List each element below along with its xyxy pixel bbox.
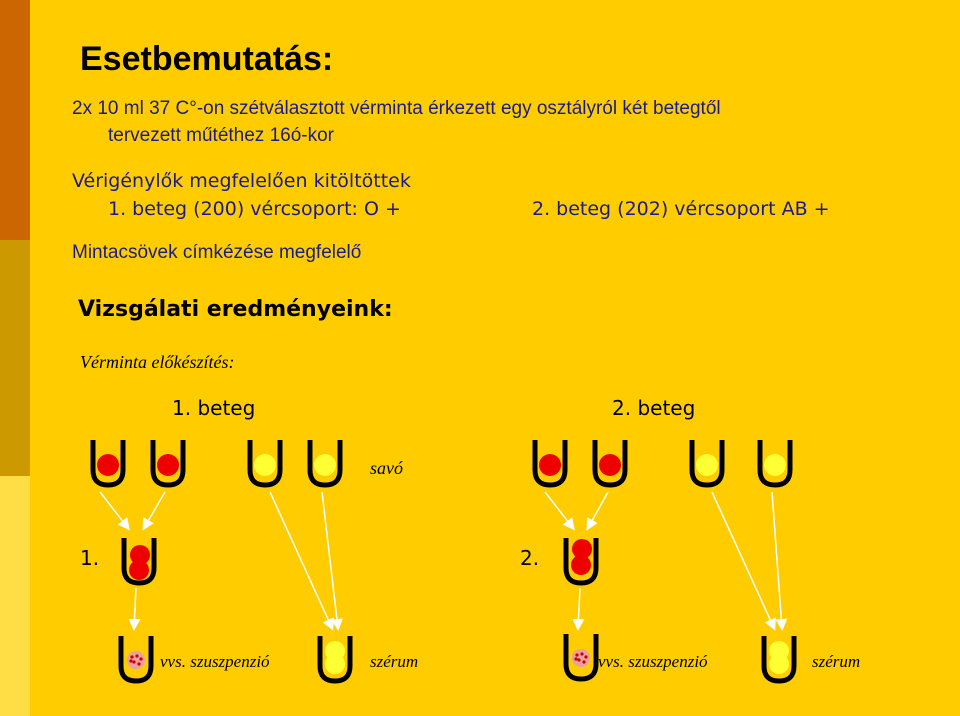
tube-p2-red-1 — [535, 440, 565, 485]
suspension-1-label: vvs. szuszpenzió — [160, 652, 270, 671]
tube-p1-serum-2 — [310, 440, 340, 485]
tube-p2-red-2 — [595, 440, 625, 485]
serum-2-label: szérum — [812, 652, 861, 671]
intro-line-1: 2x 10 ml 37 C°-on szétválasztott vérminta érkezett egy osztályról két betegtől — [72, 98, 721, 119]
intro-line-2: tervezett műtéthez 16ó-kor — [108, 125, 334, 146]
serum-1-label: szérum — [370, 652, 419, 671]
patient-1-blood-group: 1. beteg (200) vércsoport: O + — [108, 198, 401, 220]
arrow — [712, 492, 774, 628]
requests-heading: Vérigénylők megfelelően kitöltöttek — [72, 170, 411, 192]
tube-suspension-2 — [566, 634, 596, 679]
arrow — [322, 492, 338, 628]
tube-serum-2 — [764, 636, 794, 681]
pooled-1-label: 1. — [80, 546, 100, 570]
tube-serum-1 — [320, 636, 350, 681]
tube-suspension-1 — [121, 636, 151, 681]
cell-suspension-icon — [127, 651, 145, 669]
tube-p1-red-1 — [93, 440, 123, 485]
arrow — [134, 588, 136, 628]
serum-icon — [769, 654, 789, 674]
serum-icon — [696, 454, 718, 476]
suspension-2-label: vvs. szuszpenzió — [598, 652, 708, 671]
red-cells-icon — [571, 555, 591, 575]
tube-p1-serum-1 — [250, 440, 280, 485]
red-cells-icon — [129, 560, 149, 580]
slide-title: Esetbemutatás: — [80, 40, 334, 78]
red-cells-icon — [539, 454, 561, 476]
results-heading: Vizsgálati eredményeink: — [78, 297, 393, 322]
tube-p2-serum-1 — [692, 440, 722, 485]
cell-suspension-icon — [572, 649, 590, 667]
arrow — [578, 588, 580, 628]
pooled-2-label: 2. — [520, 546, 540, 570]
arrow — [545, 492, 573, 528]
serum-icon — [314, 454, 336, 476]
tube-pooled-2 — [566, 538, 596, 583]
serum-icon — [764, 454, 786, 476]
patient-2-blood-group: 2. beteg (202) vércsoport AB + — [532, 198, 830, 220]
tube-p2-serum-2 — [760, 440, 790, 485]
serum-icon — [254, 454, 276, 476]
red-cells-icon — [599, 454, 621, 476]
arrow — [772, 492, 782, 628]
arrow — [144, 492, 165, 528]
serum-icon — [325, 654, 345, 674]
arrow — [588, 492, 608, 528]
arrow — [270, 492, 332, 628]
labeling-note: Mintacsövek címkézése megfelelő — [72, 242, 362, 263]
red-cells-icon — [97, 454, 119, 476]
tube-p1-red-2 — [153, 440, 183, 485]
buffy-label: savó — [370, 458, 403, 478]
patient-1-label: 1. beteg — [172, 396, 256, 420]
sample-prep-label: Vérminta előkészítés: — [80, 352, 235, 372]
red-cells-icon — [157, 454, 179, 476]
arrow — [100, 492, 128, 528]
patient-2-label: 2. beteg — [612, 396, 696, 420]
tube-pooled-1 — [124, 538, 154, 583]
